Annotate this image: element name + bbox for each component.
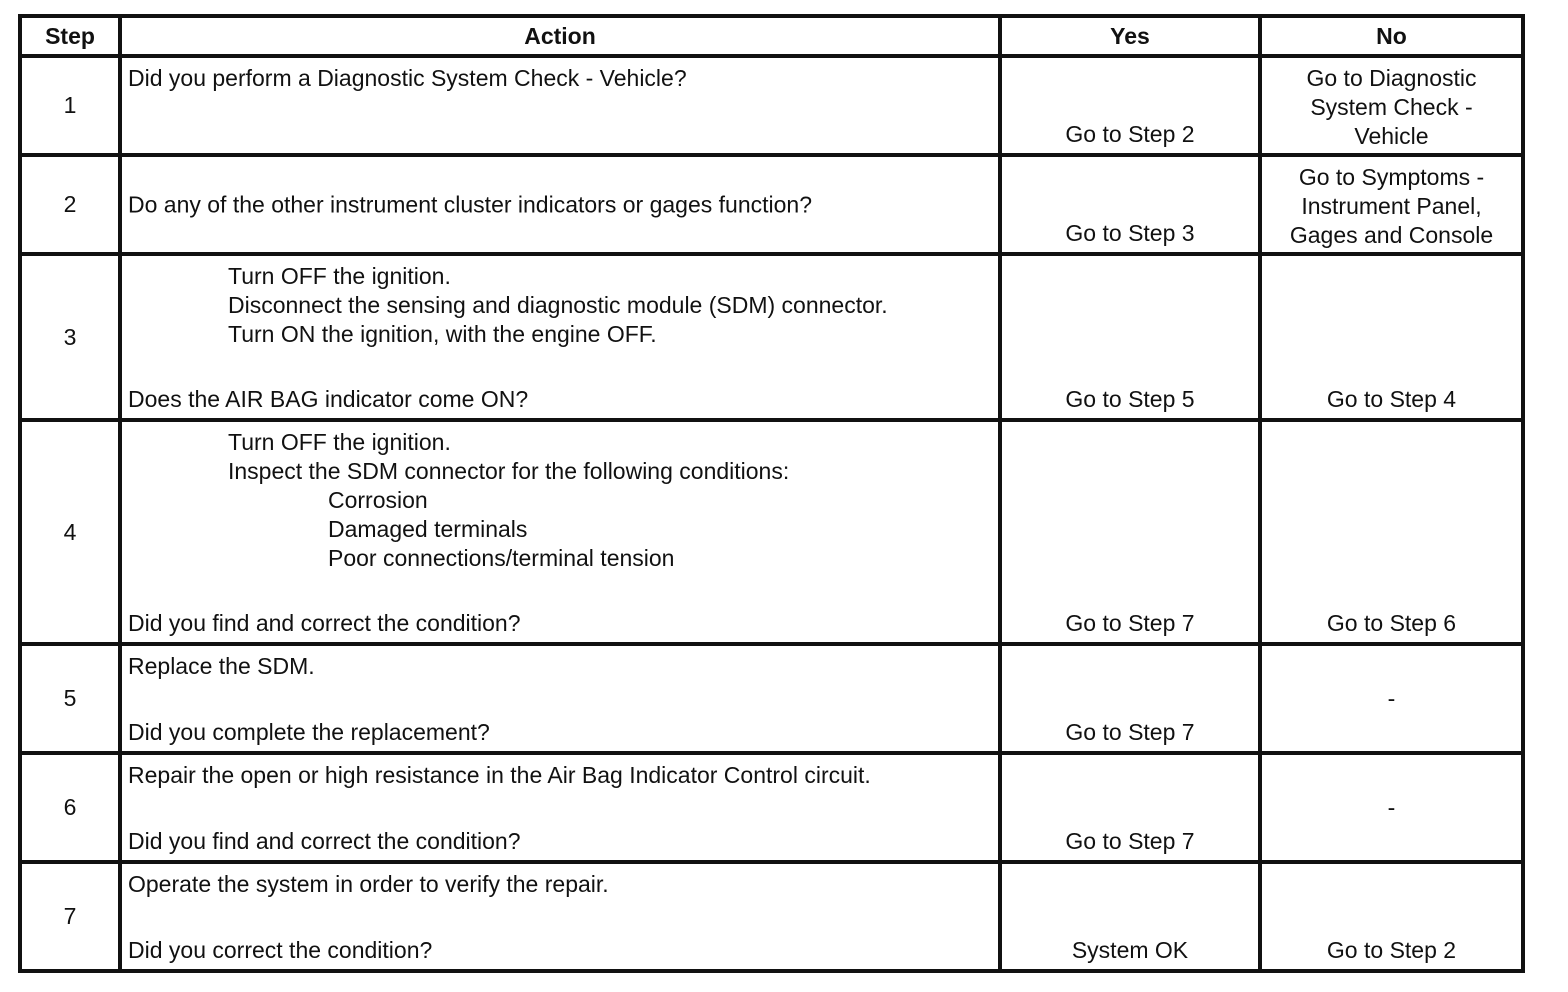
action-question: Do any of the other instrument cluster indicators or gages function? [128,191,812,217]
step-number: 7 [20,862,120,971]
action-line: Disconnect the sensing and diagnostic module (SDM) connector. [228,292,888,318]
no-result: Go to Step 2 [1326,937,1457,963]
action-subline: Corrosion [328,487,428,513]
yes-cell [1000,155,1260,254]
yes-cell [1000,862,1260,971]
table-row [20,155,1523,254]
no-cell [1260,644,1523,753]
yes-cell [1000,644,1260,753]
action-subline: Poor connections/terminal tension [328,545,675,571]
action-subline: Damaged terminals [328,516,528,542]
table-row [20,753,1523,862]
header-yes: Yes [1000,16,1260,56]
action-line: Turn OFF the ignition. [228,263,451,289]
yes-result: Go to Step 3 [1065,220,1195,246]
action-cell [120,155,1000,254]
header-step: Step [20,16,120,56]
table-row [20,420,1523,644]
yes-result: Go to Step 7 [1065,828,1195,854]
action-question: Does the AIR BAG indicator come ON? [128,386,529,412]
yes-cell [1000,420,1260,644]
no-result: Go to Step 6 [1326,610,1457,636]
step-number: 2 [20,155,120,254]
yes-result: System OK [1071,937,1189,963]
table-row [20,254,1523,420]
yes-result: Go to Step 2 [1065,121,1195,147]
yes-result: Go to Step 7 [1065,610,1195,636]
action-question: Did you find and correct the condition? [128,828,521,854]
action-line: Operate the system in order to verify the repair. [128,871,609,897]
action-cell [120,420,1000,644]
action-cell [120,862,1000,971]
action-line: Turn OFF the ignition. [228,429,451,455]
yes-cell [1000,254,1260,420]
no-result: - [1387,685,1396,711]
table-row [20,56,1523,155]
step-number: 5 [20,644,120,753]
header-action: Action [120,16,1000,56]
action-cell [120,254,1000,420]
no-cell [1260,420,1523,644]
action-line: Turn ON the ignition, with the engine OFF. [228,321,657,347]
no-cell [1260,862,1523,971]
yes-result: Go to Step 7 [1065,719,1195,745]
action-question: Did you correct the condition? [128,937,433,963]
step-number: 6 [20,753,120,862]
yes-cell [1000,753,1260,862]
no-result: - [1387,794,1396,820]
table-row [20,862,1523,971]
action-cell [120,753,1000,862]
no-result: Go to Symptoms - Instrument Panel, Gages and Console [1289,164,1494,248]
no-result: Go to Step 4 [1326,386,1457,412]
yes-result: Go to Step 5 [1065,386,1195,412]
step-number: 4 [20,420,120,644]
action-question: Did you complete the replacement? [128,719,490,745]
step-number: 3 [20,254,120,420]
header-no: No [1260,16,1523,56]
table-row [20,644,1523,753]
action-line: Inspect the SDM connector for the following conditions: [228,458,790,484]
no-cell [1260,753,1523,862]
no-cell [1260,56,1523,155]
no-result: Go to Diagnostic System Check - Vehicle [1306,65,1477,149]
action-line: Repair the open or high resistance in the Air Bag Indicator Control circuit. [128,762,871,788]
yes-cell [1000,56,1260,155]
action-line: Did you perform a Diagnostic System Check - Vehicle? [128,65,687,91]
no-cell [1260,155,1523,254]
step-number: 1 [20,56,120,155]
action-cell [120,644,1000,753]
diagnostic-table [18,14,1525,973]
action-line: Replace the SDM. [128,653,315,679]
header-row [20,16,1523,56]
no-cell [1260,254,1523,420]
action-cell [120,56,1000,155]
action-question: Did you find and correct the condition? [128,610,521,636]
